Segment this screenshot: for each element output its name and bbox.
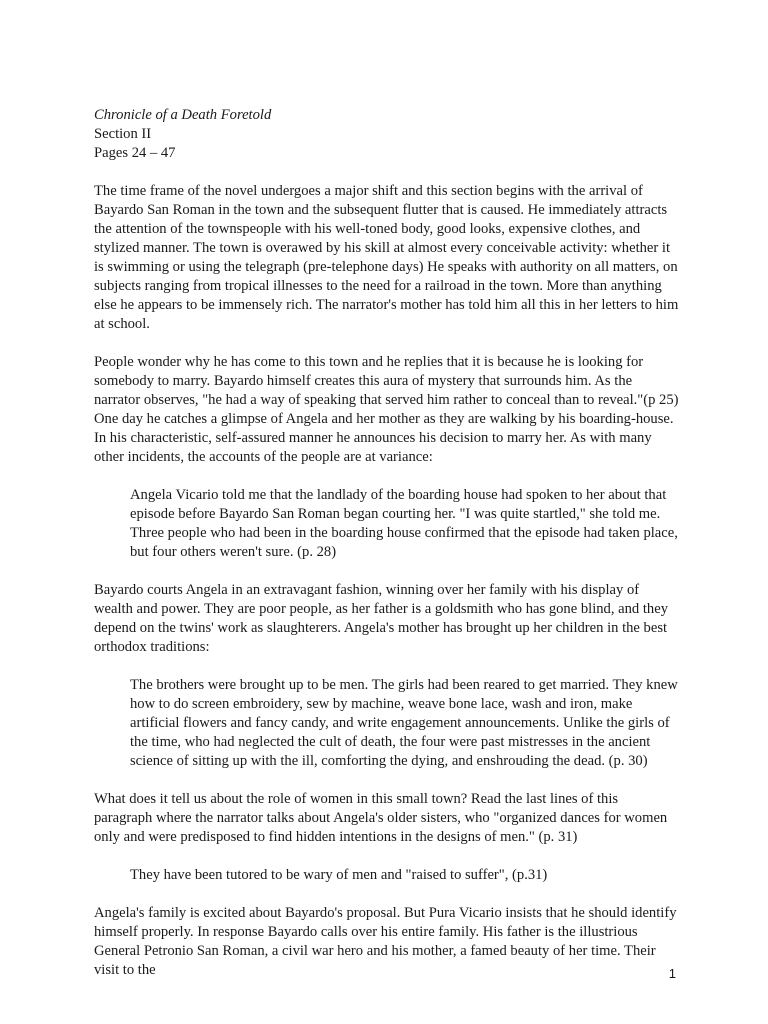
document-header <box>94 106 679 163</box>
page-range: Pages 24 – 47 <box>94 145 176 161</box>
page-number: 1 <box>668 966 676 981</box>
paragraph-3: Bayardo courts Angela in an extravagant fashion, winning over her family with his display of wealth and power. They are poor people, as her father is a goldsmith who has gone blind, and they depend on the twins' work as slaughterers. Angela's mother has brought up her children in the best orthodox traditions: <box>94 582 669 655</box>
book-title: Chronicle of a Death Foretold <box>94 107 272 123</box>
block-quote-3: They have been tutored to be wary of men and "raised to suffer", (p.31) <box>130 867 548 883</box>
paragraph-2: People wonder why he has come to this town and he replies that it is because he is looking for somebody to marry. Bayardo himself creates this aura of mystery that surrounds him. As the narrator observes, "he had a way of speaking that served him rather to conceal than to reveal."(p 25) One day he catches a glimpse of Angela and her mother as they are walking by his boarding-house. In his characteristic, self-assured manner he announces his decision to marry her. As with many other incidents, the accounts of the people are at variance: <box>94 354 679 465</box>
document-page <box>94 106 679 980</box>
section-label: Section II <box>94 126 152 142</box>
paragraph-5: Angela's family is excited about Bayardo's proposal. But Pura Vicario insists that he should identify himself properly. In response Bayardo calls over his entire family. His father is the illustrious General Petronio San Roman, a civil war hero and his mother, a famed beauty of her time. Their visit to the <box>94 905 677 978</box>
block-quote-2: The brothers were brought up to be men. The girls had been reared to get married. They knew how to do screen embroidery, sew by machine, weave bone lace, wash and iron, make artificial flowers and fancy candy, and write engagement announcements. Unlike the girls of the time, who had neglected the cult of death, the four were past mistresses in the ancient science of sitting up with the ill, comforting the dying, and enshrouding the dead. (p. 30) <box>130 677 678 769</box>
paragraph-1: The time frame of the novel undergoes a major shift and this section begins with the arrival of Bayardo San Roman in the town and the subsequent flutter that is caused. He immediately attracts the attention of the townspeople with his well-toned body, good looks, expensive clothes, and stylized manner. The town is overawed by his skill at almost every conceivable activity: whether it is swimming or using the telegraph (pre-telephone days) He speaks with authority on all matters, on subjects ranging from tropical illnesses to the need for a railroad in the town. More than anything else he appears to be immensely rich. The narrator's mother has told him all this in her letters to him at school. <box>94 183 679 332</box>
block-quote-1: Angela Vicario told me that the landlady of the boarding house had spoken to her about that episode before Bayardo San Roman began courting her. "I was quite startled," she told me. Three people who had been in the boarding house confirmed that the episode had taken place, but four others weren't sure. (p. 28) <box>130 487 678 560</box>
paragraph-4: What does it tell us about the role of women in this small town? Read the last lines of this paragraph where the narrator talks about Angela's older sisters, who "organized dances for women only and were predisposed to find hidden intentions in the designs of men." (p. 31) <box>94 791 668 845</box>
